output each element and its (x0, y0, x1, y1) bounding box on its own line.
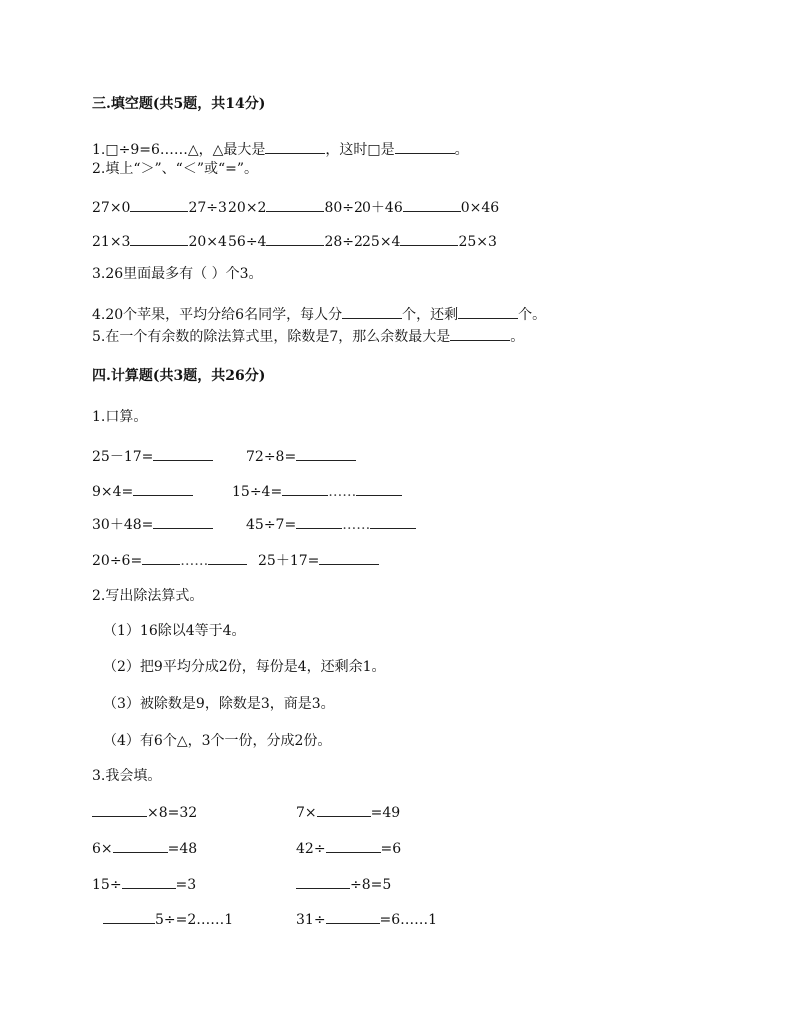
answer-blank (400, 231, 458, 246)
answer-blank (395, 139, 455, 154)
compare-item (362, 197, 499, 217)
expression-right: 27÷3 (188, 200, 227, 216)
expression-prefix: 6× (92, 841, 113, 857)
expression-left: 56÷4 (228, 234, 267, 250)
compare-item (362, 231, 497, 251)
fill-in-item (92, 874, 196, 894)
quotient-blank (282, 481, 328, 496)
answer-blank (317, 802, 371, 817)
answer-blank (458, 304, 518, 319)
expression-right: 0×46 (460, 200, 500, 216)
expression-left: 21×3 (92, 234, 131, 250)
oral-calc-item (92, 446, 213, 466)
expression-left: 20×2 (228, 200, 267, 216)
remainder-separator: …… (342, 517, 371, 533)
answer-blank (133, 481, 193, 496)
compare-item (92, 231, 227, 251)
division-item (103, 658, 386, 676)
fill-in-item (103, 909, 233, 929)
oral-calc-item (258, 550, 379, 570)
expression: 25－17= (92, 449, 154, 465)
fill-in-item (296, 838, 401, 858)
answer-blank (326, 838, 381, 853)
item-text: 被除数是9，除数是3，商是3。 (139, 696, 335, 712)
calc-question-3-title: 3.我会填。 (92, 768, 162, 784)
expression-left: 25×4 (362, 234, 401, 250)
item-text: 16除以4等于4。 (139, 623, 246, 639)
answer-blank (296, 874, 350, 889)
expression-suffix: =6 (380, 841, 402, 857)
fill-in-item (92, 802, 197, 822)
item-number: （2） (103, 659, 140, 675)
remainder-blank (370, 514, 416, 529)
answer-blank (326, 909, 380, 924)
item-number: （3） (103, 696, 140, 712)
answer-blank (450, 326, 510, 341)
answer-blank (319, 550, 379, 565)
expression: 9×4= (92, 484, 134, 500)
expression-suffix: 5÷=2……1 (155, 912, 234, 928)
expression: 20÷6= (92, 553, 143, 569)
expression-right: 28÷2 (324, 234, 363, 250)
expression-prefix: 31÷ (296, 912, 326, 928)
answer-blank (266, 231, 324, 246)
fill-question-2: 2.填上“＞”、“＜”或“=”。 (92, 161, 259, 177)
expression-suffix: =48 (167, 841, 198, 857)
division-item (103, 622, 246, 640)
fill-question-4 (92, 304, 546, 322)
oral-calc-item (92, 514, 213, 534)
fill-in-item (296, 909, 437, 929)
quotient-blank (296, 514, 342, 529)
quotient-blank (142, 550, 180, 565)
oral-calc-item (246, 514, 416, 534)
item-text: 把9平均分成2份，每份是4，还剩余1。 (139, 659, 386, 675)
expression-suffix: =6……1 (379, 912, 438, 928)
answer-blank (296, 446, 356, 461)
expression-left: 0＋46 (362, 200, 403, 216)
calc-question-1-title: 1.口算。 (92, 409, 148, 425)
answer-blank (130, 231, 188, 246)
oral-calc-item (232, 481, 402, 501)
expression: 30＋48= (92, 517, 154, 533)
expression: 45÷7= (246, 517, 297, 533)
fill-question-3: 3.26里面最多有（ ）个3。 (92, 266, 263, 282)
expression-prefix: 15÷ (92, 877, 122, 893)
answer-blank (113, 838, 168, 853)
question-text: 。 (510, 329, 525, 345)
expression-suffix: =49 (370, 805, 401, 821)
answer-blank (266, 197, 324, 212)
expression-left: 27×0 (92, 200, 131, 216)
expression-prefix: 42÷ (296, 841, 326, 857)
question-text: 1.□÷9=6……△，△最大是 (92, 142, 266, 158)
answer-blank (342, 304, 402, 319)
section-3-heading: 三.填空题(共5题，共14分) (92, 96, 266, 112)
remainder-blank (356, 481, 402, 496)
oral-calc-item (92, 550, 247, 570)
answer-blank (103, 909, 155, 924)
compare-item (92, 197, 227, 217)
answer-blank (153, 514, 213, 529)
compare-item (228, 231, 363, 251)
answer-blank (130, 197, 188, 212)
answer-blank (153, 446, 213, 461)
answer-blank (92, 802, 147, 817)
question-text: ，这时□是 (325, 142, 395, 158)
expression-suffix: ÷8=5 (350, 877, 392, 893)
section-4-heading: 四.计算题(共3题，共26分) (92, 368, 266, 384)
question-text: 个。 (518, 307, 547, 323)
question-text: 。 (454, 142, 469, 158)
expression-suffix: ×8=32 (147, 805, 198, 821)
answer-blank (403, 197, 461, 212)
remainder-blank (208, 550, 247, 565)
question-text: 5.在一个有余数的除法算式里，除数是7，那么余数最大是 (92, 329, 451, 345)
expression: 25＋17= (258, 553, 320, 569)
expression-right: 80÷2 (324, 200, 363, 216)
fill-in-item (296, 802, 400, 822)
remainder-separator: …… (328, 484, 357, 500)
fill-in-item (296, 874, 391, 894)
expression: 72÷8= (246, 449, 297, 465)
oral-calc-item (246, 446, 356, 466)
item-number: （4） (103, 733, 140, 749)
answer-blank (265, 139, 325, 154)
answer-blank (122, 874, 176, 889)
question-text: 个，还剩 (402, 307, 459, 323)
fill-question-5 (92, 326, 524, 344)
expression-right: 20×4 (188, 234, 227, 250)
fill-in-item (92, 838, 197, 858)
fill-question-1 (92, 139, 469, 157)
calc-question-2-title: 2.写出除法算式。 (92, 588, 204, 604)
expression-suffix: =3 (175, 877, 197, 893)
oral-calc-item (92, 481, 193, 501)
compare-item (228, 197, 363, 217)
division-item (103, 732, 331, 750)
remainder-separator: …… (180, 553, 209, 569)
expression: 15÷4= (232, 484, 283, 500)
item-number: （1） (103, 623, 140, 639)
question-text: 4.20个苹果，平均分给6名同学，每人分 (92, 307, 343, 323)
division-item (103, 695, 335, 713)
expression-right: 25×3 (458, 234, 497, 250)
item-text: 有6个△，3个一份，分成2份。 (139, 733, 332, 749)
expression-prefix: 7× (296, 805, 317, 821)
